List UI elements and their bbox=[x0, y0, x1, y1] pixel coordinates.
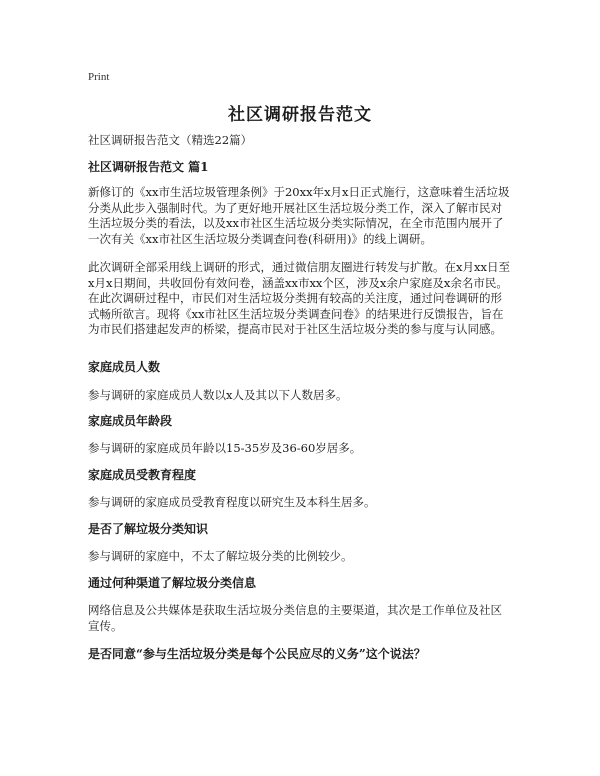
section-paragraph-5: 参与调研的家庭成员受教育程度以研究生及本科生居多。 bbox=[88, 495, 376, 509]
section-heading-3: 家庭成员年龄段 bbox=[88, 414, 173, 428]
section-heading-5: 是否了解垃圾分类知识 bbox=[88, 522, 209, 536]
section-heading-6: 通过何种渠道了解垃圾分类信息 bbox=[88, 576, 257, 590]
document-subtitle: 社区调研报告范文（精选22篇） bbox=[88, 133, 253, 147]
section-paragraph-3: 参与调研的家庭成员人数以x人及其以下人数居多。 bbox=[88, 388, 348, 402]
print-link[interactable]: Print bbox=[88, 71, 110, 83]
section-heading-7: 是否同意“参与生活垃圾分类是每个公民应尽的义务”这个说法？ bbox=[88, 647, 426, 661]
section-heading-1: 社区调研报告范文 篇1 bbox=[88, 160, 209, 174]
section-heading-2: 家庭成员人数 bbox=[88, 360, 161, 374]
section-paragraph-4: 参与调研的家庭成员年龄以15-35岁及36-60岁居多。 bbox=[88, 441, 362, 455]
section-paragraph-2: 此次调研全部采用线上调研的形式，通过微信朋友圈进行转发与扩散。在x月xx日至x月x日期间，共收回份有效问卷，涵盖xx市xx个区，涉及x余户家庭及x余名市民。在此次调研过程中，市民们对生活垃圾分类拥有较高的关注度，通过问卷调研的形式畅所欲言。现将《xx市社区生活垃圾分类调查问卷》的结果进行反馈报告，旨在为市民们搭建起发声的桥梁，提高市民对于社区生活垃圾分类的参与度与认同感。 bbox=[88, 260, 510, 336]
section-heading-4: 家庭成员受教育程度 bbox=[88, 468, 197, 482]
section-paragraph-7: 网络信息及公共媒体是获取生活垃圾分类信息的主要渠道，其次是工作单位及社区宣传。 bbox=[88, 603, 502, 633]
section-paragraph-6: 参与调研的家庭中，不太了解垃圾分类的比例较少。 bbox=[88, 549, 353, 563]
page-title: 社区调研报告范文 bbox=[228, 105, 372, 125]
section-paragraph-1: 新修订的《xx市生活垃圾管理条例》于20xx年x月x日正式施行，这意味着生活垃圾分类从此步入强制时代。为了更好地开展社区生活垃圾分类工作，深入了解市民对生活垃圾分类的看法，以及xx市社区生活垃圾分类实际情况，在全市范围内展开了一次有关《xx市社区生活垃圾分类调查问卷(科研用)》的线上调研。 bbox=[88, 185, 510, 246]
